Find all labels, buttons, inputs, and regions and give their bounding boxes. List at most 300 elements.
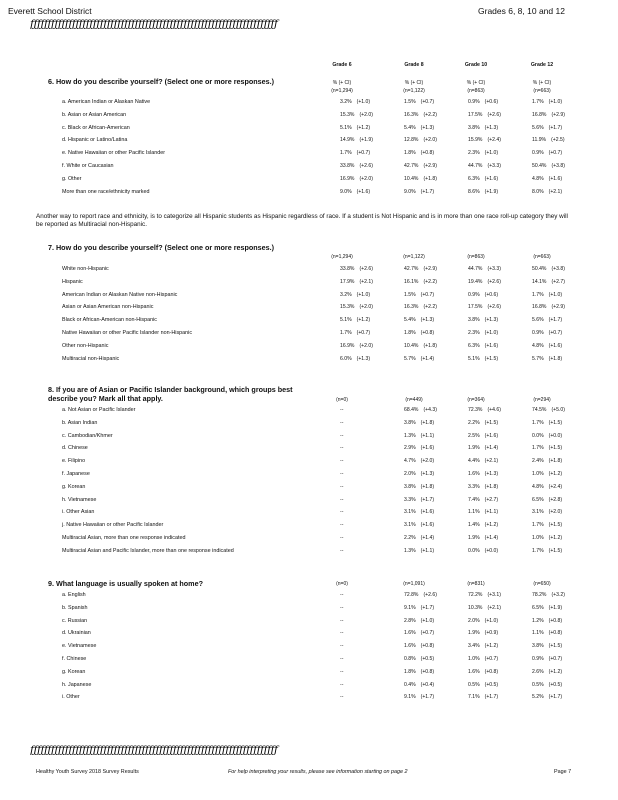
percent-value: 17.5%	[468, 304, 483, 311]
footer-page-number: Page 7	[554, 769, 572, 775]
confidence-interval: (+2.0)	[548, 509, 563, 516]
value-cell	[468, 458, 498, 464]
value-cell	[468, 682, 498, 688]
value-cell	[532, 317, 562, 323]
row-label: b. Asian Indian	[62, 419, 98, 426]
row-label: Multiracial Asian and Pacific Islander, more than one response indicated	[62, 547, 234, 554]
percent-value: --	[340, 445, 344, 452]
confidence-interval: (+4.6)	[487, 407, 501, 413]
value-cell	[404, 150, 434, 156]
grade-12-header: Grade 12	[530, 62, 554, 68]
percent-value: --	[340, 458, 344, 465]
confidence-interval: (+2.4)	[487, 137, 501, 144]
percent-value: 44.7%	[468, 266, 483, 272]
table-row	[62, 694, 588, 706]
confidence-interval: (+1.4)	[484, 535, 499, 541]
percent-value: --	[340, 617, 344, 624]
table-row	[62, 330, 588, 342]
row-label: g. Korean	[62, 668, 86, 675]
percent-value: 2.2%	[404, 535, 416, 541]
percent-value: --	[340, 694, 344, 701]
percent-value: 3.1%	[404, 509, 416, 516]
percent-value: 1.7%	[532, 419, 544, 426]
row-label: d. Hispanic or Latino/Latina	[62, 137, 128, 144]
row-label: g. Other	[62, 175, 82, 182]
confidence-interval: (+2.2)	[423, 278, 437, 285]
value-cell	[468, 356, 498, 362]
table-row	[62, 471, 588, 483]
value-cell	[468, 669, 498, 675]
value-cell	[340, 618, 343, 624]
row-label: g. Korean	[62, 483, 86, 490]
question-8-sample-sizes	[0, 397, 618, 407]
percent-value: 1.9%	[468, 445, 480, 452]
row-label: b. Asian or Asian American	[62, 111, 127, 118]
percent-value: 16.9%	[340, 175, 355, 182]
percent-value: 72.3%	[468, 407, 483, 413]
confidence-interval: (+1.8)	[420, 483, 435, 490]
value-cell	[340, 304, 373, 310]
percent-value: 1.7%	[340, 150, 352, 157]
value-cell	[532, 99, 562, 105]
percent-value: --	[340, 604, 344, 611]
confidence-interval: (+2.1)	[548, 188, 563, 195]
confidence-interval: (+2.0)	[359, 304, 373, 311]
percent-value: 0.9%	[468, 99, 480, 105]
percent-value: 5.1%	[340, 124, 352, 131]
percent-value: 6.3%	[468, 342, 480, 349]
confidence-interval: (+2.9)	[423, 163, 437, 169]
row-label: f. Chinese	[62, 656, 87, 662]
confidence-interval: (+1.5)	[548, 643, 563, 650]
value-cell	[340, 112, 373, 118]
confidence-interval: (+1.8)	[423, 342, 437, 349]
value-cell	[340, 150, 370, 156]
percent-value: 1.3%	[404, 432, 416, 439]
row-label: Asian or Asian American non-Hispanic	[62, 304, 154, 311]
percent-value: 3.8%	[468, 124, 480, 131]
question-7-title: 7. How do you describe yourself? (Select one or more responses.)	[48, 243, 275, 252]
sample-size: (n=1,122)	[403, 254, 425, 260]
percent-value: 1.8%	[404, 330, 416, 336]
value-cell	[468, 420, 498, 426]
percent-value: 42.7%	[404, 163, 419, 169]
confidence-interval: (+1.3)	[484, 317, 499, 324]
row-label: i. Other	[62, 694, 80, 701]
value-cell	[404, 343, 437, 349]
confidence-interval: (+0.8)	[420, 330, 435, 336]
value-cell	[404, 163, 437, 169]
footer-help-text: For help interpreting your results, please see information starting on page 2	[228, 769, 408, 775]
value-cell	[340, 292, 370, 298]
value-cell	[404, 266, 437, 272]
confidence-interval: (+2.9)	[551, 111, 565, 118]
percent-value: 1.8%	[404, 150, 416, 157]
percent-value: 4.8%	[532, 175, 544, 182]
percent-value: 3.1%	[404, 522, 416, 529]
confidence-interval: (+2.6)	[359, 163, 373, 169]
percent-value: 1.6%	[404, 643, 416, 650]
value-cell	[404, 445, 434, 451]
confidence-interval: (+0.8)	[420, 668, 435, 675]
sample-size: (n=863)	[467, 254, 485, 260]
confidence-interval: (+2.6)	[487, 111, 501, 118]
value-cell	[404, 125, 434, 131]
percent-value: 2.3%	[468, 330, 480, 336]
percent-value: 10.4%	[404, 175, 419, 182]
value-cell	[404, 137, 437, 143]
confidence-interval: (+1.8)	[420, 419, 435, 426]
value-cell	[404, 433, 434, 439]
percent-value: 8.6%	[468, 188, 480, 195]
value-cell	[532, 509, 562, 515]
percent-value: 2.5%	[468, 432, 480, 439]
percent-value: 10.3%	[468, 604, 483, 611]
confidence-interval: (+1.6)	[420, 445, 435, 452]
table-row	[62, 176, 588, 188]
value-cell	[532, 458, 562, 464]
value-cell	[404, 420, 434, 426]
value-cell	[404, 669, 434, 675]
confidence-interval: (+1.8)	[548, 458, 563, 465]
percent-value: 8.0%	[532, 188, 544, 195]
row-label: e. Native Hawaiian or other Pacific Islander	[62, 150, 166, 157]
question-9-title: 9. What language is usually spoken at home?	[48, 579, 203, 588]
value-cell	[340, 356, 370, 362]
table-row	[62, 407, 588, 419]
value-cell	[340, 125, 370, 131]
value-cell	[468, 497, 498, 503]
percent-value: 0.0%	[468, 547, 480, 554]
confidence-interval: (+1.2)	[548, 471, 563, 477]
table-row	[62, 150, 588, 162]
percent-value: 5.2%	[532, 694, 544, 701]
confidence-interval: (+0.7)	[420, 99, 435, 105]
table-row	[62, 682, 588, 694]
value-cell	[340, 279, 373, 285]
value-cell	[532, 471, 562, 477]
table-row	[62, 356, 588, 368]
confidence-interval: (+2.2)	[423, 111, 437, 118]
value-cell	[404, 458, 434, 464]
value-cell	[404, 407, 437, 413]
percent-value: 5.4%	[404, 317, 416, 324]
value-cell	[404, 535, 434, 541]
confidence-interval: (+0.0)	[548, 432, 563, 439]
percent-value: 1.5%	[404, 99, 416, 105]
value-cell	[532, 125, 562, 131]
confidence-interval: (+2.6)	[359, 266, 373, 272]
percent-value: 0.9%	[468, 291, 480, 298]
percent-value: 7.1%	[468, 694, 480, 701]
value-cell	[340, 694, 343, 700]
confidence-interval: (+1.8)	[548, 355, 563, 362]
percent-value: 2.3%	[468, 150, 480, 157]
table-row	[62, 618, 588, 630]
row-label: d. Ukrainian	[62, 630, 91, 637]
confidence-interval: (+1.4)	[420, 535, 435, 541]
percent-value: 1.6%	[468, 668, 480, 675]
value-cell	[404, 304, 437, 310]
confidence-interval: (+1.7)	[420, 694, 435, 701]
percent-value: 7.4%	[468, 496, 480, 503]
value-cell	[468, 445, 498, 451]
percent-value: 1.0%	[532, 535, 544, 541]
confidence-interval: (+1.2)	[548, 535, 563, 541]
value-cell	[468, 471, 498, 477]
question-8-title: 8. If you are of Asian or Pacific Islander background, which groups best describe you? Mark all that apply.	[48, 385, 293, 403]
value-cell	[340, 163, 373, 169]
confidence-interval: (+1.6)	[548, 175, 563, 182]
table-row	[62, 535, 588, 547]
percent-value: --	[340, 496, 344, 503]
confidence-interval: (+2.0)	[359, 175, 373, 182]
table-row	[62, 125, 588, 137]
value-cell	[404, 682, 434, 688]
value-cell	[468, 694, 498, 700]
confidence-interval: (+1.3)	[420, 317, 435, 324]
percent-value: 72.8%	[404, 592, 419, 598]
value-cell	[468, 304, 501, 310]
row-label: h. Japanese	[62, 681, 92, 688]
value-cell	[468, 630, 498, 636]
row-label: h. Vietnamese	[62, 496, 97, 503]
percent-value: 19.4%	[468, 278, 483, 285]
confidence-interval: (+1.6)	[484, 175, 499, 182]
percent-value: 16.9%	[340, 342, 355, 349]
percent-value: 5.1%	[468, 355, 480, 362]
value-cell	[340, 458, 343, 464]
percent-value: --	[340, 483, 344, 490]
percent-value: 5.7%	[532, 355, 544, 362]
row-label: e. Filipino	[62, 458, 86, 465]
confidence-interval: (+1.3)	[356, 355, 371, 362]
value-cell	[468, 548, 498, 554]
percent-value: 1.7%	[532, 445, 544, 452]
value-cell	[340, 548, 343, 554]
value-cell	[532, 445, 562, 451]
confidence-interval: (+3.3)	[487, 266, 501, 272]
confidence-interval: (+1.0)	[356, 291, 371, 298]
value-cell	[404, 522, 434, 528]
confidence-interval: (+0.5)	[420, 656, 435, 662]
value-cell	[532, 176, 562, 182]
sample-size: (n=663)	[533, 254, 551, 260]
top-rule: ƒƒƒƒƒƒƒƒƒƒƒƒƒƒƒƒƒƒƒƒƒƒƒƒƒƒƒƒƒƒƒƒƒƒƒƒƒƒƒƒƒƒƒƒƒƒƒƒƒƒƒƒƒƒƒƒƒƒƒƒƒƒƒƒƒƒƒƒƒƒƒ	[30, 18, 278, 30]
value-cell	[340, 317, 370, 323]
value-cell	[532, 330, 562, 336]
row-label: c. Cambodian/Khmer	[62, 432, 113, 439]
sample-size: (n=1,294)	[331, 254, 353, 260]
percent-value: 5.1%	[340, 317, 352, 324]
percent-value: 1.7%	[532, 522, 544, 529]
value-cell	[532, 643, 562, 649]
row-label: a. English	[62, 592, 86, 598]
table-row	[62, 669, 588, 681]
percent-value: 9.0%	[340, 188, 352, 195]
confidence-interval: (+1.6)	[484, 342, 499, 349]
percent-value: --	[340, 432, 344, 439]
row-label: Multiracial Asian, more than one response indicated	[62, 535, 186, 541]
value-cell	[404, 176, 437, 182]
question-6-title: 6. How do you describe yourself? (Select one or more responses.)	[48, 77, 275, 86]
value-cell	[468, 137, 501, 143]
confidence-interval: (+1.8)	[423, 175, 437, 182]
grade-10-header: Grade 10	[464, 62, 488, 68]
table-row	[62, 605, 588, 617]
percent-value: 2.8%	[404, 617, 416, 624]
percent-value: 5.7%	[404, 355, 416, 362]
value-cell	[404, 471, 434, 477]
value-cell	[532, 420, 562, 426]
percent-value: 4.7%	[404, 458, 416, 465]
value-cell	[468, 163, 501, 169]
confidence-interval: (+1.7)	[548, 317, 563, 324]
percent-value: 3.2%	[340, 99, 352, 105]
percent-value: 1.3%	[404, 547, 416, 554]
percent-value: 3.1%	[532, 509, 544, 516]
value-cell	[340, 433, 343, 439]
value-cell	[532, 356, 562, 362]
value-cell	[404, 592, 437, 598]
percent-value: 5.6%	[532, 124, 544, 131]
table-row	[62, 292, 588, 304]
percent-value: 1.8%	[404, 668, 416, 675]
value-cell	[404, 99, 434, 105]
confidence-interval: (+1.6)	[420, 522, 435, 529]
value-cell	[532, 618, 562, 624]
percent-value: 6.5%	[532, 496, 544, 503]
value-cell	[340, 266, 373, 272]
confidence-interval: (+1.0)	[356, 99, 371, 105]
percent-value: --	[340, 656, 344, 662]
value-cell	[468, 343, 498, 349]
value-cell	[532, 150, 562, 156]
value-cell	[340, 643, 343, 649]
percent-value: --	[340, 407, 344, 413]
percent-value: 3.8%	[404, 419, 416, 426]
percent-value: 0.4%	[404, 681, 416, 688]
confidence-interval: (+1.4)	[420, 355, 435, 362]
confidence-interval: (+1.1)	[420, 547, 435, 554]
sample-size: (n=863)	[467, 88, 485, 94]
confidence-interval: (+0.8)	[548, 617, 563, 624]
confidence-interval: (+1.5)	[484, 355, 499, 362]
confidence-interval: (+2.2)	[423, 304, 437, 311]
row-label: Hispanic	[62, 278, 83, 285]
percent-value: 33.8%	[340, 163, 355, 169]
confidence-interval: (+0.0)	[484, 547, 499, 554]
percent-value: 1.6%	[404, 630, 416, 637]
confidence-interval: (+3.3)	[487, 163, 501, 169]
percent-value: 6.5%	[532, 604, 544, 611]
percent-value: 0.9%	[532, 656, 544, 662]
value-cell	[468, 317, 498, 323]
race-reporting-note: Another way to report race and ethnicity, is to categorize all Hispanic students as Hispanic regardless of race. If a student is Not Hispanic and is in more than one race roll-up category they will be reported as Multiracial non-Hispanic.	[36, 213, 568, 228]
table-row	[62, 189, 588, 201]
percent-value: 50.4%	[532, 163, 547, 169]
table-row	[62, 304, 588, 316]
confidence-interval: (+5.0)	[551, 407, 565, 413]
confidence-interval: (+1.5)	[548, 419, 563, 426]
district-name: Everett School District	[8, 6, 92, 16]
percent-value: 0.8%	[404, 656, 416, 662]
value-cell	[340, 630, 343, 636]
value-cell	[340, 330, 370, 336]
percent-value: 2.2%	[468, 419, 480, 426]
value-cell	[468, 112, 501, 118]
value-cell	[468, 618, 498, 624]
value-cell	[532, 694, 562, 700]
value-cell	[532, 656, 562, 662]
row-label: f. White or Caucasian	[62, 163, 114, 169]
percent-value: 1.9%	[468, 630, 480, 637]
value-cell	[532, 163, 565, 169]
value-cell	[468, 176, 498, 182]
bottom-rule: ƒƒƒƒƒƒƒƒƒƒƒƒƒƒƒƒƒƒƒƒƒƒƒƒƒƒƒƒƒƒƒƒƒƒƒƒƒƒƒƒƒƒƒƒƒƒƒƒƒƒƒƒƒƒƒƒƒƒƒƒƒƒƒƒƒƒƒƒƒƒƒ	[30, 744, 278, 756]
percent-value: 16.8%	[532, 304, 547, 311]
row-label: Black or African-American non-Hispanic	[62, 317, 157, 324]
confidence-interval: (+1.9)	[548, 604, 563, 611]
sample-size: (n=1,294)	[331, 88, 353, 94]
value-cell	[404, 605, 434, 611]
question-6-sample-sizes	[0, 88, 618, 98]
confidence-interval: (+3.1)	[487, 592, 501, 598]
percent-value: --	[340, 630, 344, 637]
confidence-interval: (+2.1)	[484, 458, 499, 465]
percent-value: 1.1%	[468, 509, 480, 516]
percent-value: 3.8%	[404, 483, 416, 490]
confidence-interval: (+0.7)	[420, 630, 435, 637]
confidence-interval: (+0.7)	[420, 291, 435, 298]
value-cell	[532, 605, 562, 611]
percent-value: 0.0%	[532, 432, 544, 439]
confidence-interval: (+1.0)	[548, 99, 563, 105]
value-cell	[340, 497, 343, 503]
value-cell	[468, 266, 501, 272]
value-cell	[340, 176, 373, 182]
confidence-interval: (+1.6)	[420, 509, 435, 516]
percent-value: 15.9%	[468, 137, 483, 144]
confidence-interval: (+1.4)	[484, 445, 499, 452]
confidence-interval: (+1.2)	[548, 668, 563, 675]
row-label: More than one race/ethnicity marked	[62, 188, 150, 195]
value-cell	[404, 112, 437, 118]
confidence-interval: (+0.7)	[548, 656, 563, 662]
value-cell	[404, 656, 434, 662]
percent-value: 10.4%	[404, 342, 419, 349]
percent-value: 3.4%	[468, 643, 480, 650]
confidence-interval: (+1.7)	[420, 604, 435, 611]
value-cell	[532, 304, 565, 310]
confidence-interval: (+1.3)	[420, 124, 435, 131]
percent-value: 44.7%	[468, 163, 483, 169]
percent-value: 1.1%	[532, 630, 544, 637]
value-cell	[532, 279, 565, 285]
confidence-interval: (+1.3)	[484, 471, 499, 477]
row-label: American Indian or Alaskan Native non-Hispanic	[62, 291, 178, 298]
row-label: b. Spanish	[62, 604, 88, 611]
confidence-interval: (+1.5)	[548, 522, 563, 529]
row-label: Multiracial non-Hispanic	[62, 355, 120, 362]
percent-value: 1.4%	[468, 522, 480, 529]
value-cell	[468, 656, 498, 662]
row-label: j. Native Hawaiian or other Pacific Islander	[62, 522, 164, 529]
confidence-interval: (+0.5)	[484, 681, 499, 688]
percent-value: 14.9%	[340, 137, 355, 144]
confidence-interval: (+1.0)	[484, 330, 499, 336]
table-row	[62, 112, 588, 124]
